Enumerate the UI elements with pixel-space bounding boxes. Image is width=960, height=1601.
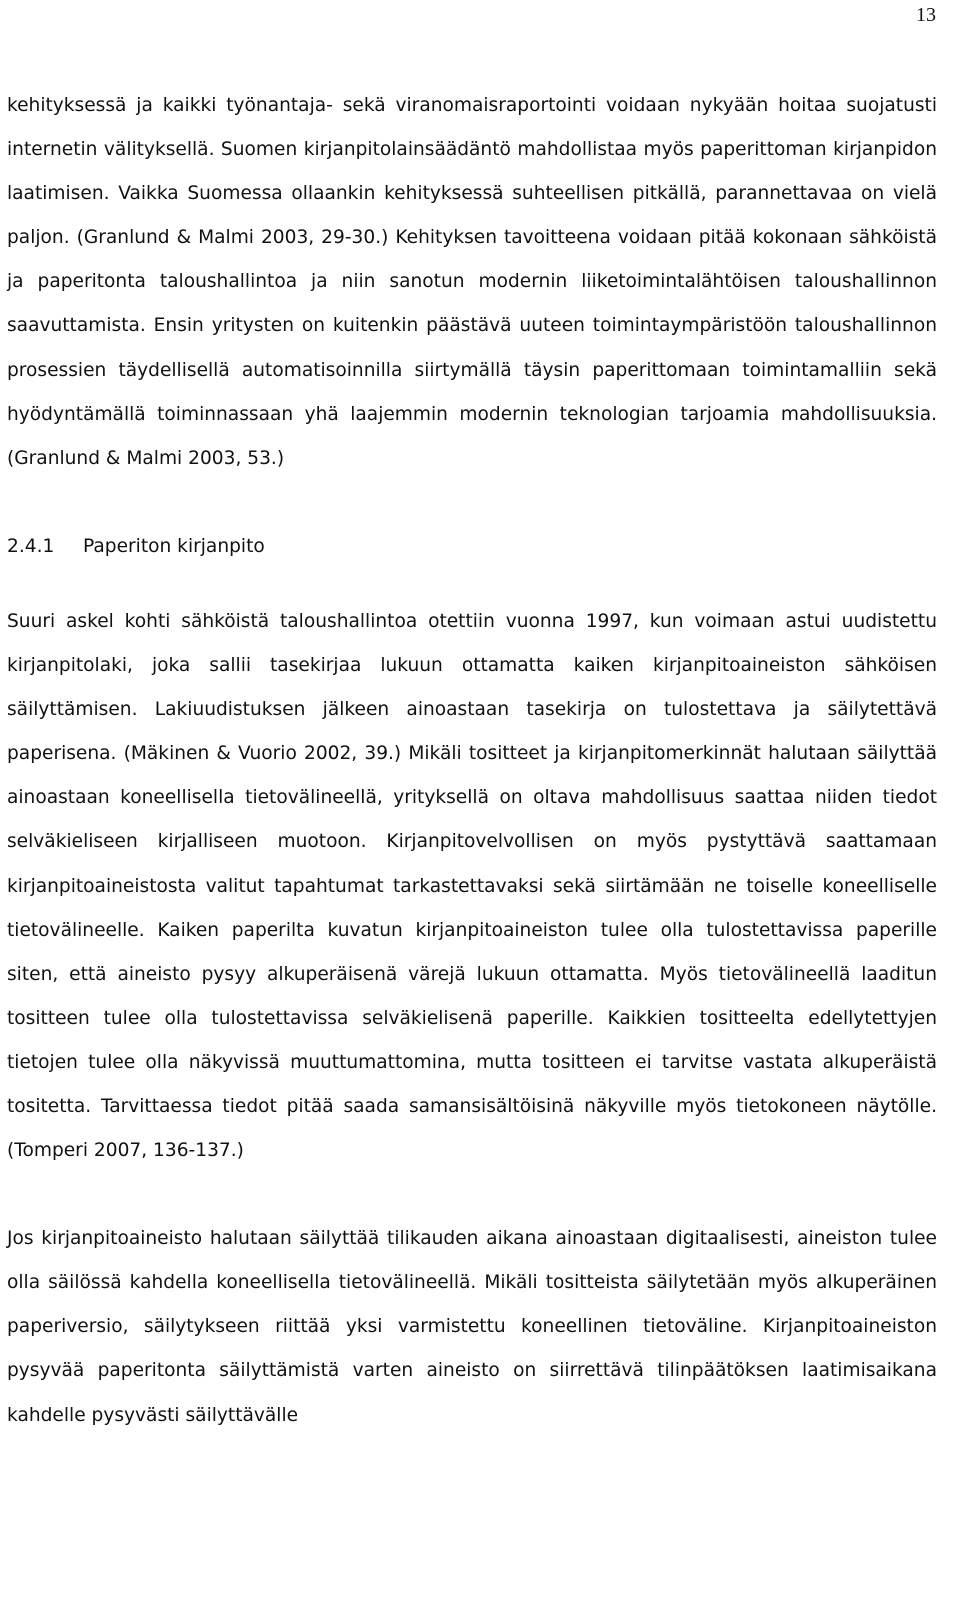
document-body [7, 84, 937, 1438]
page-number: 13 [916, 4, 936, 26]
section-heading [7, 525, 937, 569]
section-number: 2.4.1 [7, 535, 55, 557]
body-paragraph: Suuri askel kohti sähköistä taloushallintoa otettiin vuonna 1997, kun voimaan astui uudistettu kirjanpitolaki, joka sallii tasekirjaa lukuun ottamatta kaiken kirjanpitoaineiston sähköisen säilyttämisen. Lakiuudistuksen jälkeen ainoastaan tasekirja on tulostettava ja säilytettävä paperisena. (Mäkinen & Vuorio 2002, 39.) Mikäli tositteet ja kirjanpitomerkinnät halutaan säilyttää ainoastaan koneellisella tietovälineellä, yrityksellä on oltava mahdollisuus saattaa niiden tiedot selväkieliseen kirjalliseen muotoon. Kirjanpitovelvollisen on myös pystyttävä saattamaan kirjanpitoaineistosta valitut tapahtumat tarkastettavaksi sekä siirtämään ne toiselle koneelliselle tietovälineelle. Kaiken paperilta kuvatun kirjanpitoaineiston tulee olla tulostettavissa paperille siten, että aineisto pysyy alkuperäisenä värejä lukuun ottamatta. Myös tietovälineellä laaditun tositteen tulee olla tulostettavissa selväkielisenä paperille. Kaikkien tositteelta edellytettyjen tietojen tulee olla näkyvissä muuttumattomina, mutta tositteen ei tarvitse vastata alkuperäistä tositetta. Tarvittaessa tiedot pitää saada samansisältöisinä näkyville myös tietokoneen näytölle. (Tomperi 2007, 136-137.) [7, 610, 937, 1162]
body-paragraph: kehityksessä ja kaikki työnantaja- sekä viranomaisraportointi voidaan nykyään hoitaa suojatusti internetin välityksellä. Suomen kirjanpitolainsäädäntö mahdollistaa myös paperittoman kirjanpidon laatimisen. Vaikka Suomessa ollaankin kehityksessä suhteellisen pitkällä, parannettavaa on vielä paljon. (Granlund & Malmi 2003, 29-30.) Kehityksen tavoitteena voidaan pitää kokonaan sähköistä ja paperitonta taloushallintoa ja niin sanotun modernin liiketoimintalähtöisen taloushallinnon saavuttamista. Ensin yritysten on kuitenkin päästävä uuteen toimintaympäristöön taloushallinnon prosessien täydellisellä automatisoinnilla siirtymällä täysin paperittomaan toimintamalliin sekä hyödyntämällä toiminnassaan yhä laajemmin modernin teknologian tarjoamia mahdollisuuksia. (Granlund & Malmi 2003, 53.) [7, 95, 937, 469]
body-paragraph: Jos kirjanpitoaineisto halutaan säilyttää tilikauden aikana ainoastaan digitaalisesti, aineiston tulee olla säilössä kahdella koneellisella tietovälineellä. Mikäli tositteista säilytetään myös alkuperäinen paperiversio, säilytykseen riittää yksi varmistettu koneellinen tietoväline. Kirjanpitoaineiston pysyvää paperitonta säilyttämistä varten aineisto on siirrettävä tilinpäätöksen laatimisaikana kahdelle pysyvästi säilyttävälle [7, 1228, 937, 1426]
section-title: Paperiton kirjanpito [83, 535, 265, 557]
